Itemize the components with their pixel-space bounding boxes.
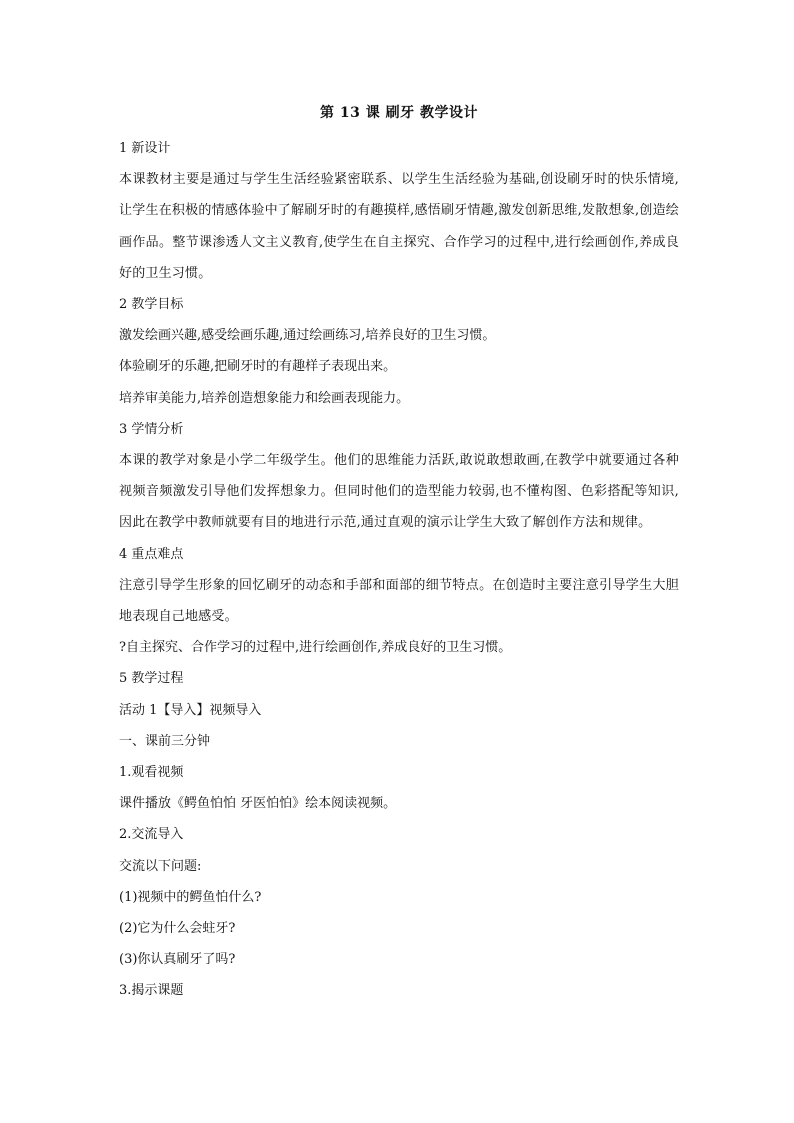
question-1: (1)视频中的鳄鱼怕什么? xyxy=(119,889,262,905)
step-3-heading: 3.揭示课题 xyxy=(119,983,184,999)
objective-item-2: 体验刷牙的乐趣,把刷牙时的有趣样子表现出来。 xyxy=(119,359,397,375)
section-heading-3: 3 学情分析 xyxy=(119,421,184,437)
activity-heading: 活动 1【导入】视频导入 xyxy=(119,702,262,718)
section-heading-2: 2 教学目标 xyxy=(119,297,184,313)
step-1-heading: 1.观看视频 xyxy=(119,765,184,781)
document-body xyxy=(119,103,679,1007)
section-heading-4: 4 重点难点 xyxy=(119,546,184,562)
step-2-heading: 2.交流导入 xyxy=(119,827,184,843)
objective-item-1: 激发绘画兴趣,感受绘画乐趣,通过绘画练习,培养良好的卫生习惯。 xyxy=(119,328,496,344)
step-2-text: 交流以下问题: xyxy=(119,858,202,874)
section-heading-1: 1 新设计 xyxy=(119,141,171,156)
question-3: (3)你认真刷牙了吗? xyxy=(119,952,236,968)
objective-item-3: 培养审美能力,培养创造想象能力和绘画表现能力。 xyxy=(119,390,410,406)
question-2: (2)它为什么会蛀牙? xyxy=(119,921,236,937)
section-3-paragraph: 本课的教学对象是小学二年级学生。他们的思维能力活跃,敢说敢想敢画,在教学中就要通过各种视频音频激发引导他们发挥想象力。但同时他们的造型能力较弱,也不懂构图、色彩搭配等知识,因此在教学中教师就要有目的地进行示范,通过直观的演示让学生大致了解创作方法和规律。 xyxy=(119,453,679,531)
page-title: 第 13 课 刷牙 教学设计 xyxy=(320,105,478,121)
step-1-text: 课件播放《鳄鱼怕怕 牙医怕怕》绘本阅读视频。 xyxy=(119,796,397,812)
section-4-note: ?自主探究、合作学习的过程中,进行绘画创作,养成良好的卫生习惯。 xyxy=(119,640,512,656)
section-4-paragraph: 注意引导学生形象的回忆刷牙的动态和手部和面部的细节特点。在创造时主要注意引导学生大胆地表现自己地感受。 xyxy=(119,577,679,625)
section-1-paragraph: 本课教材主要是通过与学生生活经验紧密联系、以学生生活经验为基础,创设刷牙时的快乐情境,让学生在积极的情感体验中了解刷牙时的有趣摸样,感悟刷牙情趣,激发创新思维,发散想象,创造绘画作品。整节课渗透人文主义教育,使学生在自主探究、合作学习的过程中,进行绘画创作,养成良好的卫生习惯。 xyxy=(119,172,679,281)
section-heading-5: 5 教学过程 xyxy=(119,671,184,687)
part-heading: 一、课前三分钟 xyxy=(119,733,211,749)
